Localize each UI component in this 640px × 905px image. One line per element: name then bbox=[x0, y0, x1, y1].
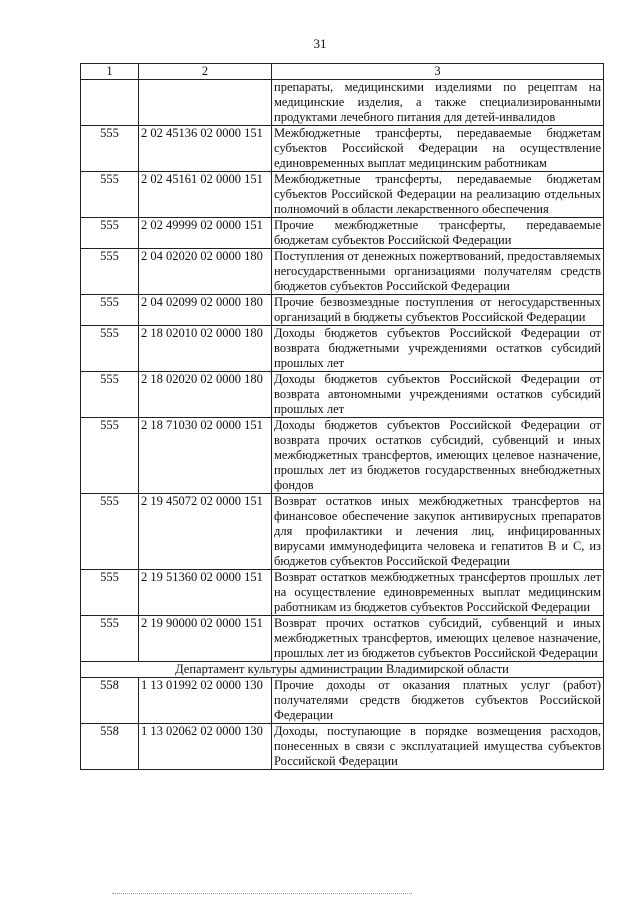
table-header-row bbox=[81, 64, 604, 80]
table-row bbox=[81, 249, 604, 295]
column-header-3: 3 bbox=[272, 64, 604, 80]
budget-code-cell: 1 13 01992 02 0000 130 bbox=[139, 678, 272, 724]
description-cell: Возврат прочих остатков субсидий, субвенций и иных межбюджетных трансфертов, имеющих целевое назначение, прошлых лет из бюджетов субъектов Российской Федерации bbox=[272, 616, 604, 662]
admin-code-cell: 555 bbox=[81, 126, 139, 172]
table-row bbox=[81, 326, 604, 372]
budget-code-cell: 2 02 49999 02 0000 151 bbox=[139, 218, 272, 249]
table-row bbox=[81, 80, 604, 126]
budget-code-cell bbox=[139, 80, 272, 126]
admin-code-cell: 555 bbox=[81, 218, 139, 249]
section-title: Департамент культуры администрации Владимирской области bbox=[81, 662, 604, 678]
budget-code-cell: 2 19 90000 02 0000 151 bbox=[139, 616, 272, 662]
admin-code-cell: 555 bbox=[81, 295, 139, 326]
table-row bbox=[81, 418, 604, 494]
table-row bbox=[81, 616, 604, 662]
description-cell: Доходы бюджетов субъектов Российской Федерации от возврата бюджетными учреждениями остатков субсидий прошлых лет bbox=[272, 326, 604, 372]
budget-code-cell: 2 19 51360 02 0000 151 bbox=[139, 570, 272, 616]
table-row bbox=[81, 678, 604, 724]
admin-code-cell: 555 bbox=[81, 418, 139, 494]
description-cell: Прочие межбюджетные трансферты, передаваемые бюджетам субъектов Российской Федерации bbox=[272, 218, 604, 249]
scan-artifact-dots bbox=[112, 893, 412, 896]
column-header-2: 2 bbox=[139, 64, 272, 80]
admin-code-cell bbox=[81, 80, 139, 126]
budget-code-cell: 1 13 02062 02 0000 130 bbox=[139, 724, 272, 770]
description-cell: Доходы, поступающие в порядке возмещения расходов, понесенных в связи с эксплуатацией имущества субъектов Российской Федерации bbox=[272, 724, 604, 770]
budget-code-cell: 2 04 02020 02 0000 180 bbox=[139, 249, 272, 295]
admin-code-cell: 555 bbox=[81, 326, 139, 372]
admin-code-cell: 555 bbox=[81, 372, 139, 418]
description-cell: Доходы бюджетов субъектов Российской Федерации от возврата автономными учреждениями остатков субсидий прошлых лет bbox=[272, 372, 604, 418]
page-number: 31 bbox=[313, 36, 327, 51]
table-row bbox=[81, 295, 604, 326]
budget-code-cell: 2 02 45161 02 0000 151 bbox=[139, 172, 272, 218]
admin-code-cell: 555 bbox=[81, 616, 139, 662]
column-header-1: 1 bbox=[81, 64, 139, 80]
table-row bbox=[81, 372, 604, 418]
table-row bbox=[81, 126, 604, 172]
admin-code-cell: 555 bbox=[81, 249, 139, 295]
description-cell: Прочие безвозмездные поступления от негосударственных организаций в бюджеты субъектов Российской Федерации bbox=[272, 295, 604, 326]
income-codes-table bbox=[80, 63, 604, 770]
description-cell: Прочие доходы от оказания платных услуг (работ) получателями средств бюджетов субъектов Российской Федерации bbox=[272, 678, 604, 724]
budget-code-cell: 2 19 45072 02 0000 151 bbox=[139, 494, 272, 570]
description-cell: Возврат остатков иных межбюджетных трансфертов на финансовое обеспечение закупок антивирусных препаратов для профилактики и лечения лиц, инфицированных вирусами иммунодефицита человека и гепатитов В и С, из бюджетов субъектов Российской Федерации bbox=[272, 494, 604, 570]
section-row bbox=[81, 662, 604, 678]
description-cell: препараты, медицинскими изделиями по рецептам на медицинские изделия, а также специализированными продуктами лечебного питания для детей-инвалидов bbox=[272, 80, 604, 126]
budget-code-cell: 2 02 45136 02 0000 151 bbox=[139, 126, 272, 172]
admin-code-cell: 558 bbox=[81, 724, 139, 770]
budget-code-cell: 2 18 02010 02 0000 180 bbox=[139, 326, 272, 372]
budget-code-cell: 2 18 71030 02 0000 151 bbox=[139, 418, 272, 494]
description-cell: Межбюджетные трансферты, передаваемые бюджетам субъектов Российской Федерации на реализацию отдельных полномочий в области лекарственного обеспечения bbox=[272, 172, 604, 218]
table-row bbox=[81, 172, 604, 218]
table-row bbox=[81, 570, 604, 616]
description-cell: Поступления от денежных пожертвований, предоставляемых негосударственными организациями получателям средств бюджетов субъектов Российской Федерации bbox=[272, 249, 604, 295]
budget-code-cell: 2 18 02020 02 0000 180 bbox=[139, 372, 272, 418]
table-row bbox=[81, 724, 604, 770]
admin-code-cell: 555 bbox=[81, 172, 139, 218]
description-cell: Доходы бюджетов субъектов Российской Федерации от возврата прочих остатков субсидий, субвенций и иных межбюджетных трансфертов, имеющих целевое назначение, прошлых лет из бюджетов государственных внебюджетных фондов bbox=[272, 418, 604, 494]
table-row bbox=[81, 494, 604, 570]
description-cell: Межбюджетные трансферты, передаваемые бюджетам субъектов Российской Федерации на осуществление единовременных выплат медицинским работникам bbox=[272, 126, 604, 172]
admin-code-cell: 555 bbox=[81, 570, 139, 616]
budget-code-cell: 2 04 02099 02 0000 180 bbox=[139, 295, 272, 326]
description-cell: Возврат остатков межбюджетных трансфертов прошлых лет на осуществление единовременных выплат медицинским работникам из бюджетов субъектов Российской Федерации bbox=[272, 570, 604, 616]
admin-code-cell: 555 bbox=[81, 494, 139, 570]
admin-code-cell: 558 bbox=[81, 678, 139, 724]
table-row bbox=[81, 218, 604, 249]
